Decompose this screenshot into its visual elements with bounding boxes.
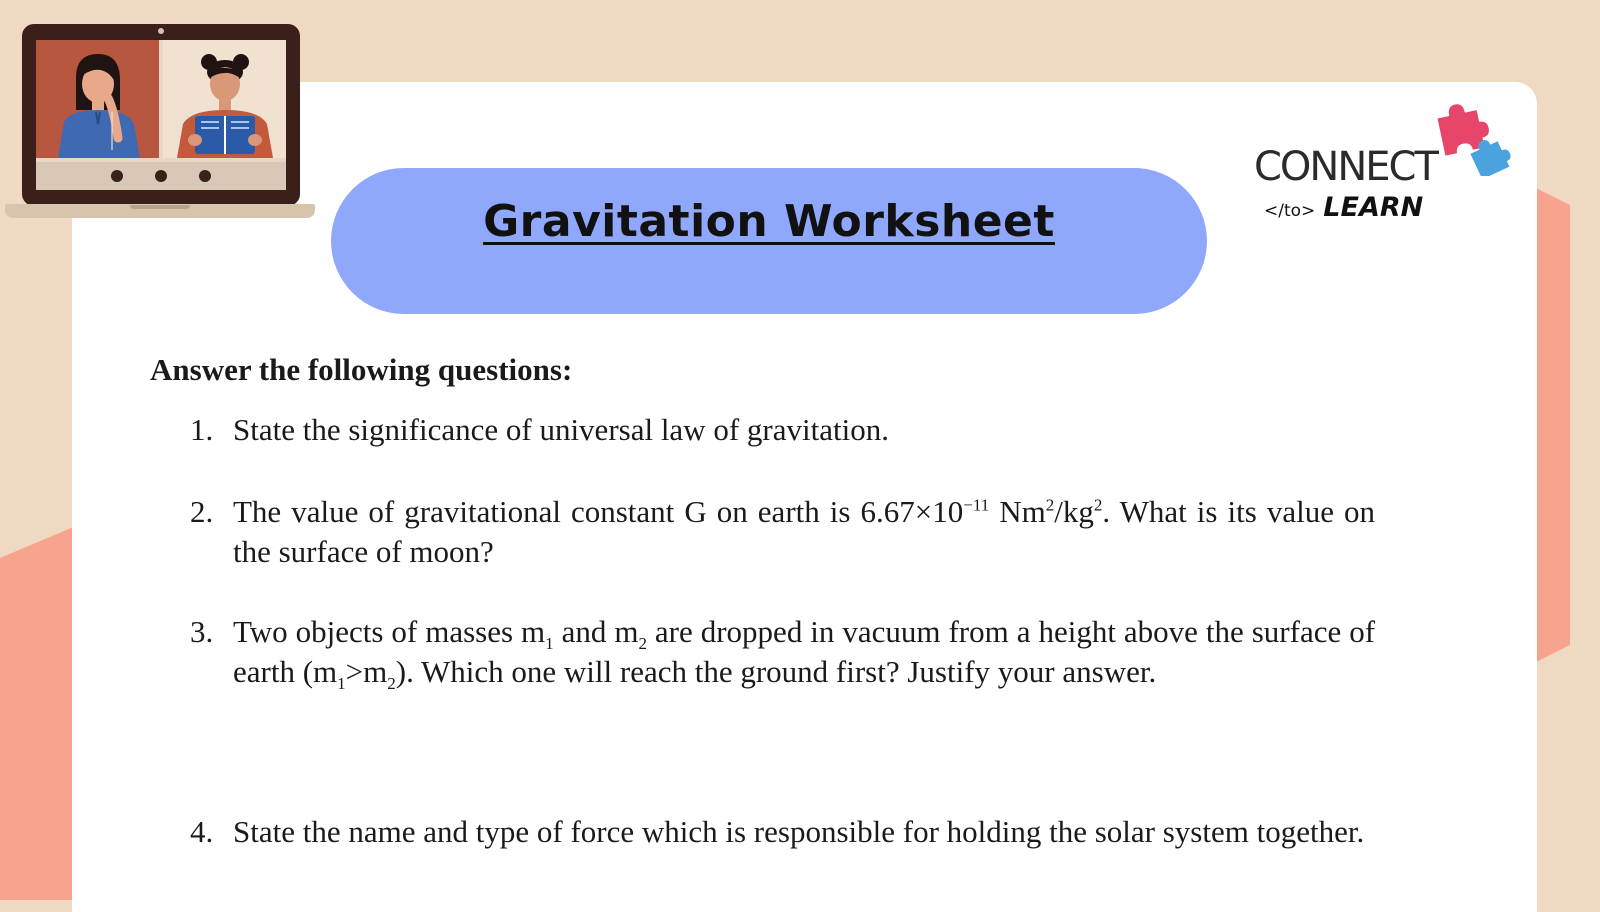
worksheet-title: Gravitation Worksheet [483, 196, 1055, 247]
video-pane-left [36, 40, 159, 158]
question-number: 3. [190, 614, 214, 649]
exponent: 2 [1093, 495, 1103, 515]
person-reading-icon [163, 40, 286, 158]
title-banner [331, 168, 1207, 314]
text-segment: Two objects of masses m [233, 614, 546, 649]
question-number: 4. [190, 814, 214, 849]
exponent: −11 [963, 495, 990, 515]
text-segment: ). Which one will reach the ground first? Justify your answer. [395, 654, 1157, 689]
call-controls-bar [36, 162, 286, 190]
text-segment: are dropped in vacuum from a height above the surface of earth (m [233, 614, 1376, 689]
logo-tagline [1264, 192, 1423, 223]
logo-connect-text: CONNECT [1254, 144, 1437, 190]
question-text [233, 612, 1375, 692]
question-text: State the significance of universal law of gravitation. [233, 412, 889, 447]
exponent: 2 [1045, 495, 1055, 515]
laptop-frame [22, 24, 300, 206]
instruction-heading: Answer the following questions: [150, 352, 573, 387]
connect-to-learn-logo [1250, 92, 1510, 232]
text-segment: >m [345, 654, 388, 689]
text-segment: . What is its value on the surface of moon? [233, 494, 1376, 569]
person-thinking-icon [36, 40, 159, 158]
text-segment: /kg [1054, 494, 1094, 529]
phone-icon [155, 170, 167, 182]
question-text [233, 492, 1375, 572]
video-camera-icon [111, 170, 123, 182]
webcam-dot [158, 28, 164, 34]
subscript: 1 [337, 674, 346, 694]
microphone-icon [199, 170, 211, 182]
text-segment: and m [553, 614, 639, 649]
text-segment: The value of gravitational constant G on earth is 6.67×10 [233, 494, 964, 529]
question-text: State the name and type of force which is responsible for holding the solar system together. [233, 814, 1365, 849]
laptop-screen [36, 40, 286, 190]
video-call-laptop-illustration [0, 0, 330, 235]
logo-code-tag: </to> [1264, 201, 1316, 221]
question-number: 2. [190, 494, 214, 529]
logo-learn-text: LEARN [1323, 192, 1424, 223]
video-pane-right [163, 40, 286, 158]
text-segment: Nm [989, 494, 1046, 529]
question-number: 1. [190, 412, 214, 447]
laptop-notch [130, 205, 190, 209]
subscript: 2 [638, 634, 647, 654]
subscript: 2 [387, 674, 396, 694]
subscript: 1 [545, 634, 554, 654]
